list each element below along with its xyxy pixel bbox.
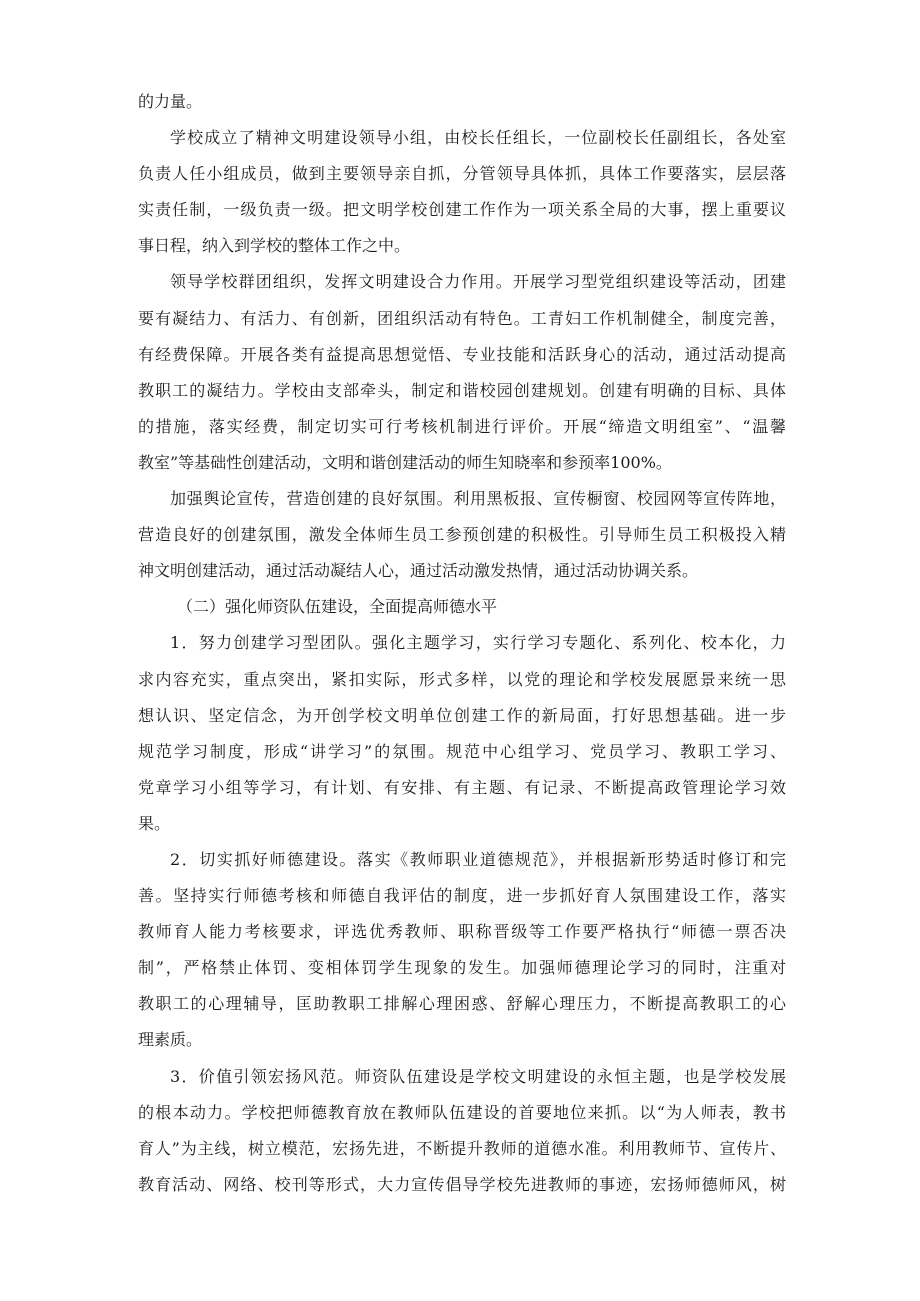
text-line: 果。 [138,813,171,833]
text-line: 的根本动力。学校把师德教育放在教师队伍建设的首要地位来抓。以“为人师表，教书 [138,1102,786,1122]
text-line: 有经费保障。开展各类有益提高思想觉悟、专业技能和活跃身心的活动，通过活动提高 [138,344,786,364]
text-line: 的措施，落实经费，制定切实可行考核机制进行评价。开展“缔造文明组室”、“温馨 [138,416,786,436]
text-line: 制”，严格禁止体罚、变相体罚学生现象的发生。加强师德理论学习的同时，注重对 [138,958,786,978]
text-line: 3．价值引领宏扬风范。师资队伍建设是学校文明建设的永恒主题，也是学校发展 [170,1066,786,1086]
text-line: 育人”为主线，树立模范，宏扬先进，不断提升教师的道德水准。利用教师节、宣传片、 [138,1138,786,1158]
text-line: 教职工的凝结力。学校由支部牵头，制定和谐校园创建规划。创建有明确的目标、具体 [138,380,786,400]
text-line: 领导学校群团组织，发挥文明建设合力作用。开展学习型党组织建设等活动，团建 [170,272,786,292]
text-line: 实责任制，一级负责一级。把文明学校创建工作作为一项关系全局的大事，摆上重要议 [138,200,786,220]
text-line: 负责人任小组成员，做到主要领导亲自抓，分管领导具体抓，具体工作要落实，层层落 [138,164,786,184]
text-line: 教育活动、网络、校刊等形式，大力宣传倡导学校先进教师的事迹，宏扬师德师风，树 [138,1174,786,1194]
document-body [138,84,786,1203]
text-line: 要有凝结力、有活力、有创新，团组织活动有特色。工青妇工作机制健全，制度完善， [138,308,786,328]
text-line: 教室”等基础性创建活动，文明和谐创建活动的师生知晓率和参预率100%。 [138,452,672,472]
text-line: 的力量。 [138,92,203,111]
text-line: 学校成立了精神文明建设领导小组，由校长任组长，一位副校长任副组长，各处室 [170,128,786,148]
text-line: 规范学习制度，形成“讲学习”的氛围。规范中心组学习、党员学习、教职工学习、 [138,741,786,761]
text-line: 求内容充实，重点突出，紧扣实际，形式多样，以党的理论和学校发展愿景来统一思 [138,669,786,689]
text-line: 教师育人能力考核要求，评选优秀教师、职称晋级等工作要严格执行“师德一票否决 [138,922,786,942]
text-line: 事日程，纳入到学校的整体工作之中。 [138,236,411,256]
text-line: 教职工的心理辅导，匡助教职工排解心理困惑、舒解心理压力，不断提高教职工的心 [138,994,786,1014]
text-line: 想认识、坚定信念，为开创学校文明单位创建工作的新局面，打好思想基础。进一步 [138,705,786,725]
text-line: 营造良好的创建氛围，激发全体师生员工参预创建的积极性。引导师生员工积极投入精 [138,525,786,545]
text-line: 理素质。 [138,1030,203,1050]
text-line: 神文明创建活动，通过活动凝结人心，通过活动激发热情，通过活动协调关系。 [138,561,699,581]
section-heading: （二）强化师资队伍建设，全面提高师德水平 [177,597,498,617]
text-line: 2．切实抓好师德建设。落实《教师职业道德规范》，并根据新形势适时修订和完 [170,849,786,869]
text-line: 1．努力创建学习型团队。强化主题学习，实行学习专题化、系列化、校本化，力 [170,633,786,653]
text-line: 加强舆论宣传，营造创建的良好氛围。利用黑板报、宣传橱窗、校园网等宣传阵地， [170,489,786,509]
text-line: 善。坚持实行师德考核和师德自我评估的制度，进一步抓好育人氛围建设工作，落实 [138,886,786,906]
text-line: 党章学习小组等学习，有计划、有安排、有主题、有记录、不断提高政管理论学习效 [138,777,786,797]
